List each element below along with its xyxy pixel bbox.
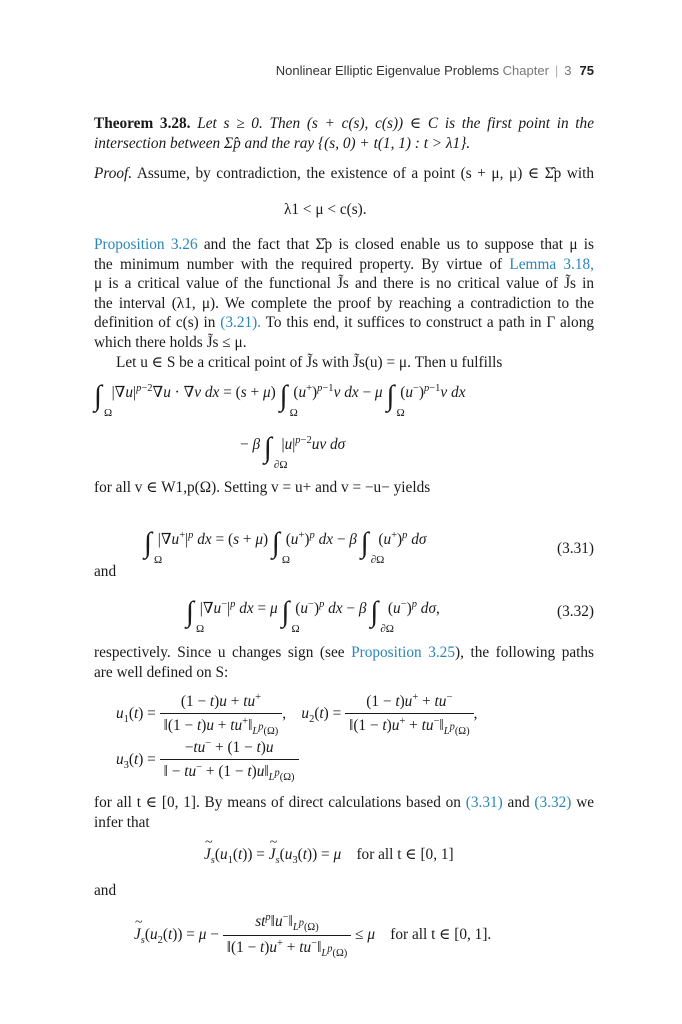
para1-line5a: definition of c(s) in xyxy=(94,314,216,332)
para1-line1: and the fact that Σ̂p is closed enable us to suppose that μ is xyxy=(203,236,594,253)
eq-u2-tail: for all t ∈ [0, 1]. xyxy=(390,926,492,944)
resp-line2: are well defined on S: xyxy=(94,663,229,681)
respectively-paragraph xyxy=(94,643,594,682)
proof-intro xyxy=(94,164,594,184)
for-all-v-text: for all v ∈ W1,p(Ω). Setting v = u+ and v = −u− yields xyxy=(94,479,431,496)
for-all-t-text: for all t ∈ [0, 1]. By means of direct calculations based on xyxy=(94,794,461,811)
para1-line3: μ is a critical value of the functional J̃s and there is no critical value of J̃s in xyxy=(94,275,594,293)
link-eq-3-32[interactable]: (3.32) xyxy=(534,794,572,811)
and-word: and xyxy=(507,794,530,811)
for-all-v xyxy=(94,478,594,498)
proof-label: Proof. xyxy=(94,165,133,182)
eq-u1u3-tail: for all t ∈ [0, 1] xyxy=(356,846,454,863)
equation-weak-form: ∫ Ω $|\nabla u|^{p-2}\nabla u \cdot \nabla v$ dx = (s + μ) ∫ Ω $(u^+)^{p-1}v$ dx − μ ∫ Ω $(u^-)^{p-1}v$ dx xyxy=(94,380,466,419)
equation-3-32: ∫ Ω $|\nabla u^-|^p$ dx = μ ∫ Ω $(u^-)^p$ dx − β ∫ ∂Ω $(u^-)^p$ dσ, xyxy=(186,596,440,635)
link-eq-3-31[interactable]: (3.31) xyxy=(465,794,503,811)
proof-intro-text: Assume, by contradiction, the existence of a point (s + μ, μ) ∈ Σ̂p with xyxy=(136,165,594,182)
theorem xyxy=(94,114,594,153)
equation-u3: $u_3(t)$ = $\frac{-tu^- + (1 - t)u}{‖ - tu^- + (1 - t)u‖_{L^p(\Omega)}}$ xyxy=(116,738,299,783)
equation-u1-u3-levels: ~ $J_s(u_1(t))$ = ~ $J_s(u_3(t)) = \mu$ for all t ∈ [0, 1] xyxy=(204,845,454,866)
para1-line2: the minimum number with the required property. By virtue of xyxy=(94,255,503,273)
equation-3-31: ∫ Ω $|\nabla u^+|^p$ dx = (s + μ) ∫ Ω $(u^+)^p$ dx − β ∫ ∂Ω $(u^+)^p$ dσ xyxy=(144,527,427,566)
para1-line6: which there holds J̃s ≤ μ. xyxy=(94,333,247,351)
for-all-t-paragraph xyxy=(94,793,594,832)
equation-number-3-32: (3.32) xyxy=(557,603,594,620)
and-2-text: and xyxy=(94,882,117,899)
theorem-line1: Let s ≥ 0. Then (s + c(s), c(s)) ∈ C is the first point in the xyxy=(197,115,594,132)
equation-number-3-31: (3.31) xyxy=(557,540,594,557)
theorem-line2: intersection between Σ̂p and the ray {(s, 0) + t(1, 1) : t > λ1}. xyxy=(94,134,471,152)
header-separator: | xyxy=(554,63,559,78)
paragraph-1 xyxy=(94,235,594,372)
paragraph-2: Let u ∈ S be a critical point of J̃s with J̃s(u) = μ. Then u fulfills xyxy=(116,353,503,371)
and-1 xyxy=(94,562,594,582)
running-header xyxy=(276,63,594,78)
infer-that: infer that xyxy=(94,813,150,831)
page-number: 75 xyxy=(579,63,594,78)
link-lemma-3-18[interactable]: Lemma 3.18, xyxy=(509,255,594,273)
resp-line1b: ), the following paths xyxy=(454,644,595,661)
link-eq-3-21[interactable]: (3.21). xyxy=(220,314,262,332)
header-chapter-number: 3 xyxy=(564,63,572,78)
header-chapter: Chapter xyxy=(502,63,549,78)
resp-line1a: respectively. Since u changes sign (see xyxy=(94,644,345,661)
and-1-text: and xyxy=(94,563,117,580)
equation-u2-level: ~ $J_s(u_2(t)) = \mu$ − $\frac{st^p‖u^-‖_{L^p(\Omega)}}{‖(1 - t)u^+ + tu^-‖_{L^p(\Omega)}}$ ≤ μ for all t ∈ [0, 1]. xyxy=(134,912,491,959)
header-title: Nonlinear Elliptic Eigenvalue Problems xyxy=(275,63,500,78)
theorem-label: Theorem 3.28. xyxy=(94,115,191,132)
link-proposition-3-25[interactable]: Proposition 3.25 xyxy=(351,644,455,661)
display-inequality: λ1 < μ < c(s). xyxy=(284,201,367,218)
equation-u1-u2: $u_1(t)$ = $\frac{(1 - t)u + tu^+}{‖(1 - t)u + tu^+‖_{L^p(\Omega)}}$ , $u_2(t)$ = $\frac{(1 - t)u^+ + tu^-}{‖(1 - t)u^+ + tu^-‖_{L^p(\Omega)}}$ , xyxy=(116,692,478,738)
equation-weak-form-line2: − β ∫ ∂Ω $|u|^{p-2}uv$ dσ xyxy=(240,432,346,471)
para1-line4: the interval (λ1, μ). We complete the proof by reaching a contradiction to the xyxy=(94,294,594,312)
link-proposition-3-26[interactable]: Proposition 3.26 xyxy=(94,236,198,253)
we-word: we xyxy=(576,794,595,811)
para1-line5b: To this end, it suffices to construct a path in Γ along xyxy=(265,314,594,332)
and-2 xyxy=(94,881,594,901)
